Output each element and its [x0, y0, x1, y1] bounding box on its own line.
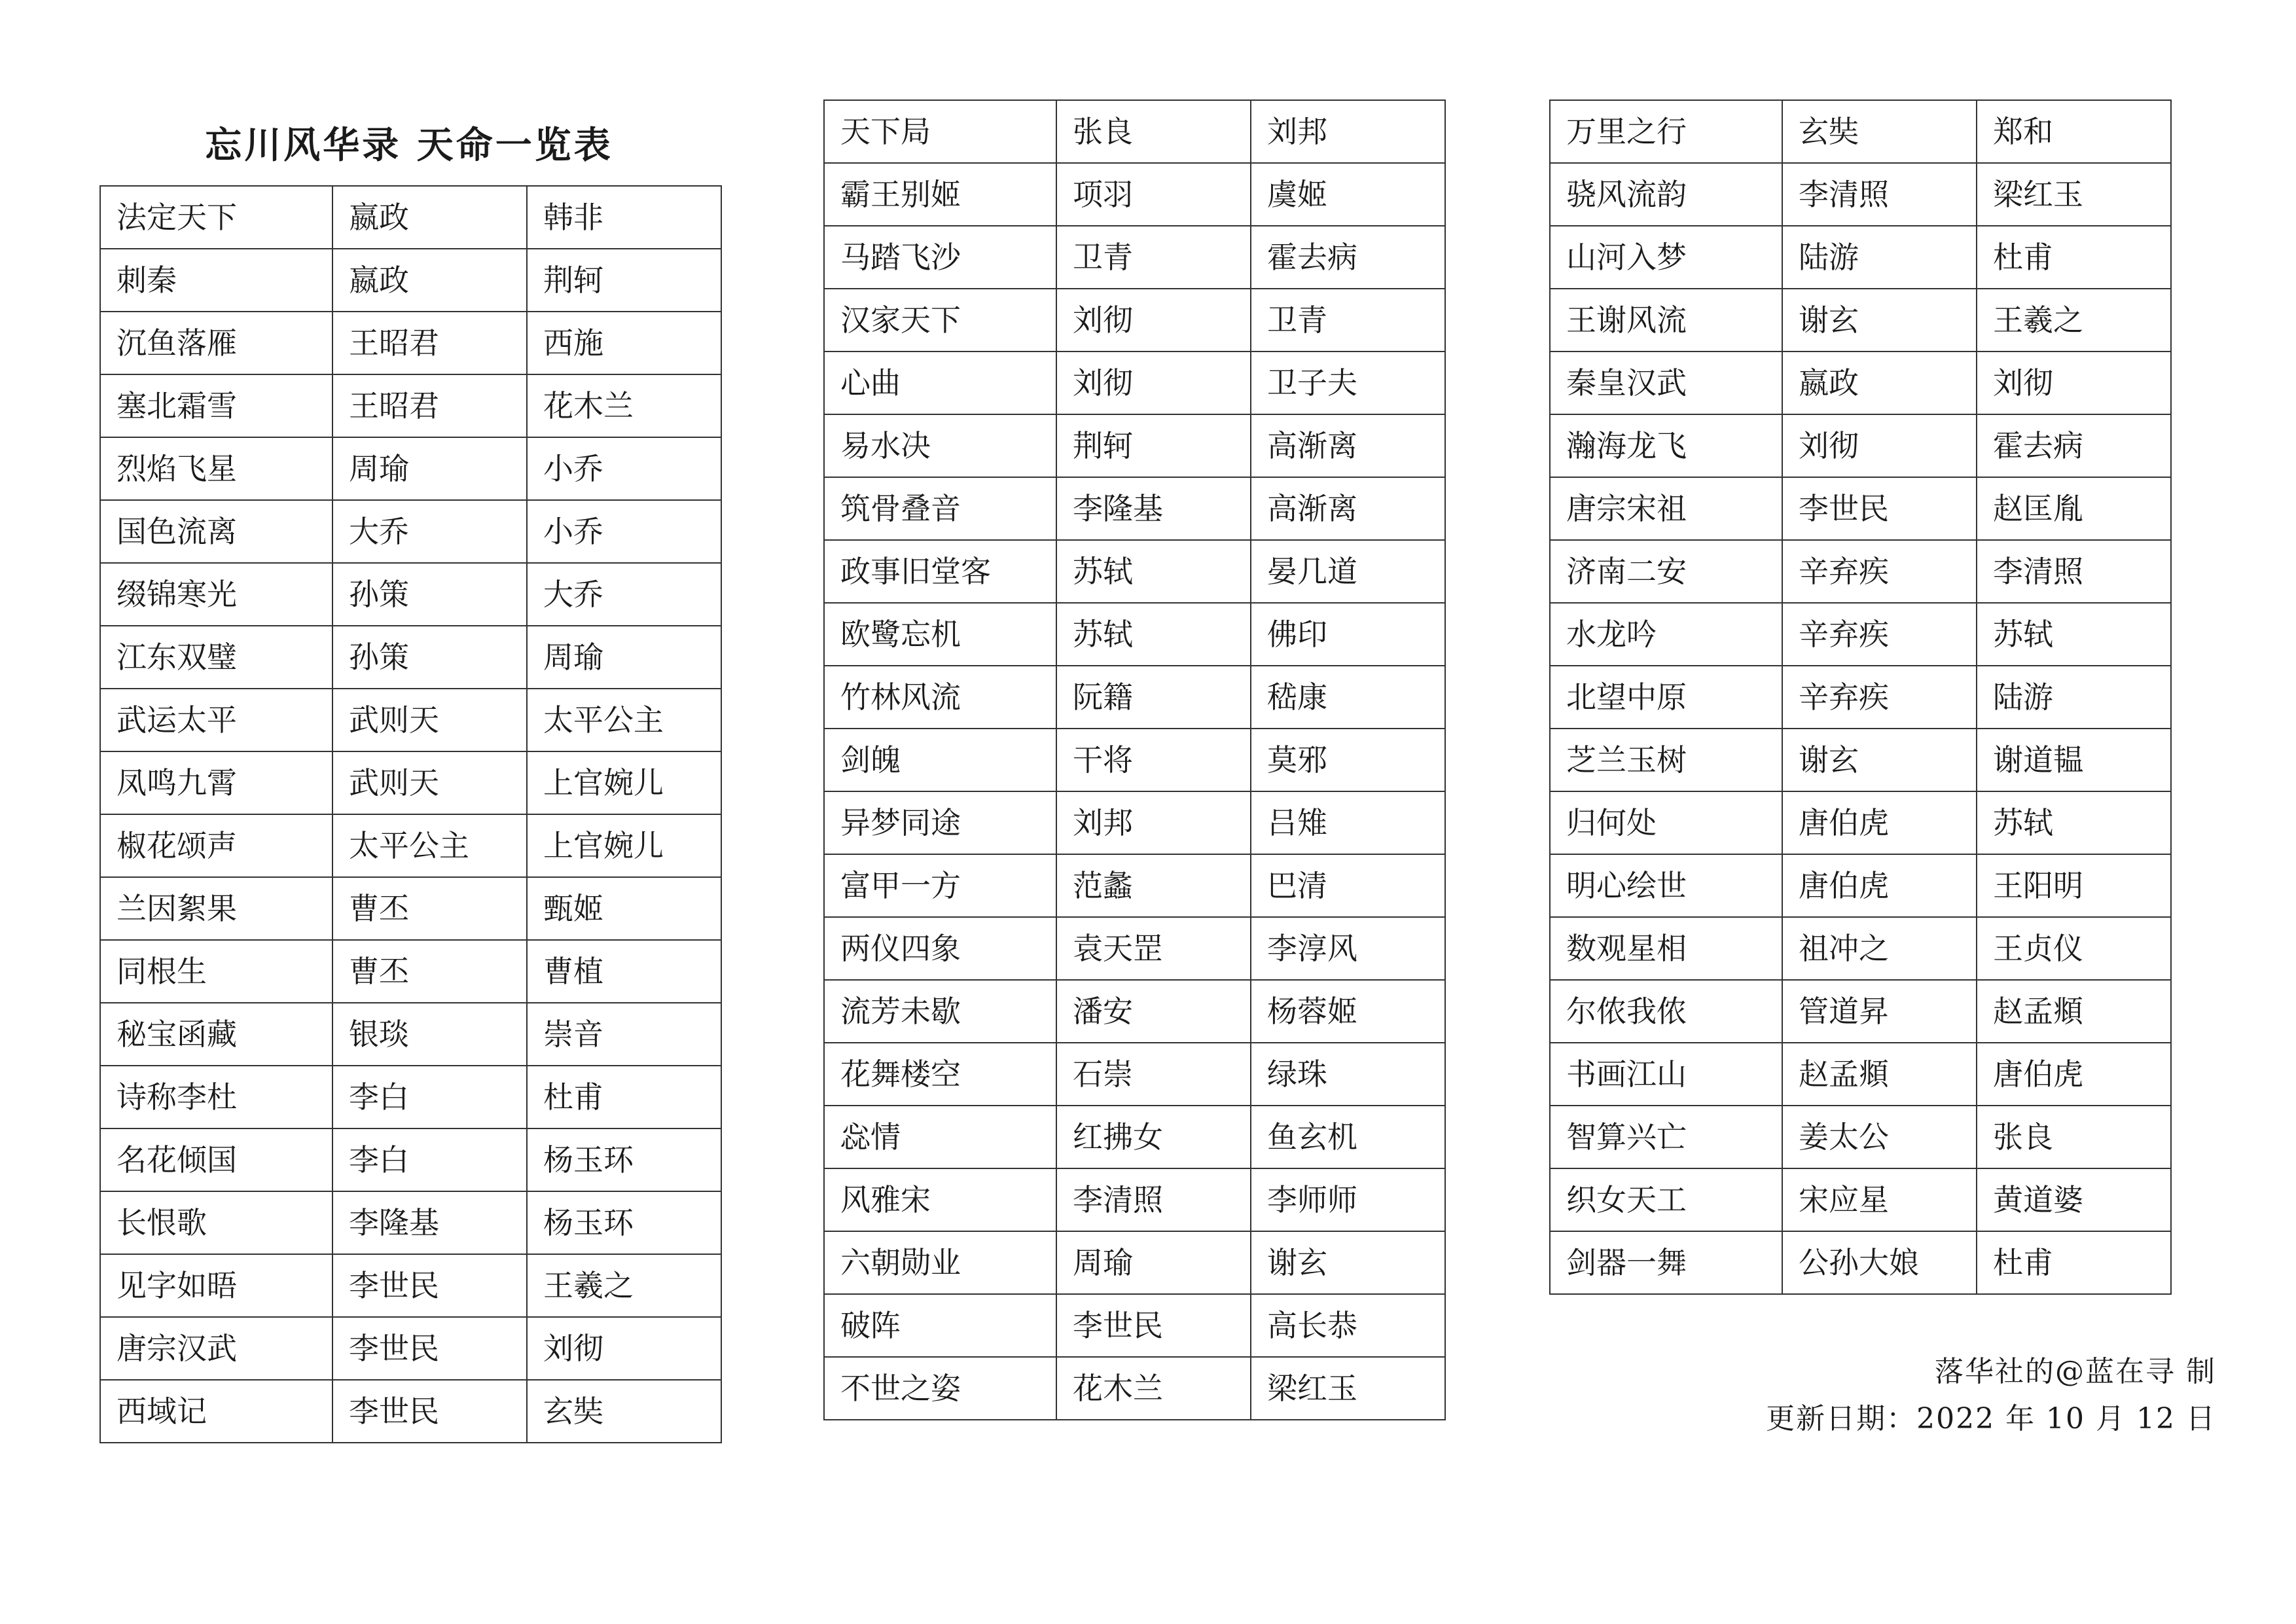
character-b-cell: 太平公主 — [527, 689, 721, 751]
table-row — [100, 814, 721, 877]
character-b-cell: 唐伯虎 — [1977, 1043, 2171, 1106]
character-a-cell: 李白 — [332, 1066, 527, 1128]
fate-name-cell: 王谢风流 — [1550, 289, 1782, 352]
credit-updated: 更新日期：2022 年 10 月 12 日 — [1766, 1402, 2216, 1435]
character-a-cell: 范蠡 — [1056, 854, 1251, 917]
character-a-cell: 苏轼 — [1056, 603, 1251, 666]
character-a-cell: 银琰 — [332, 1003, 527, 1066]
fate-name-cell: 同根生 — [100, 940, 332, 1003]
fate-name-cell: 唐宗宋祖 — [1550, 477, 1782, 540]
character-b-cell: 李清照 — [1977, 540, 2171, 603]
character-a-cell: 刘彻 — [1056, 289, 1251, 352]
fate-name-cell: 刺秦 — [100, 249, 332, 312]
page-title: 忘川风华录 天命一览表 — [205, 124, 613, 167]
fate-name-cell: 名花倾国 — [100, 1128, 332, 1191]
character-b-cell: 赵匡胤 — [1977, 477, 2171, 540]
fate-name-cell: 不世之姿 — [824, 1357, 1056, 1420]
table-row — [1550, 100, 2171, 163]
character-b-cell: 杜甫 — [1977, 1231, 2171, 1294]
character-a-cell: 谢玄 — [1782, 729, 1977, 791]
fate-name-cell: 破阵 — [824, 1294, 1056, 1357]
character-b-cell: 小乔 — [527, 500, 721, 563]
fate-table-body — [100, 186, 721, 1443]
character-a-cell: 武则天 — [332, 689, 527, 751]
character-b-cell: 郑和 — [1977, 100, 2171, 163]
fate-name-cell: 织女天工 — [1550, 1168, 1782, 1231]
table-row — [824, 1294, 1445, 1357]
character-a-cell: 大乔 — [332, 500, 527, 563]
fate-table-body — [824, 100, 1445, 1420]
table-row — [824, 226, 1445, 289]
fate-name-cell: 沉鱼落雁 — [100, 312, 332, 374]
character-b-cell: 上官婉儿 — [527, 751, 721, 814]
character-b-cell: 嵇康 — [1251, 666, 1445, 729]
table-row — [824, 603, 1445, 666]
character-b-cell: 甄姬 — [527, 877, 721, 940]
fate-name-cell: 法定天下 — [100, 186, 332, 249]
fate-name-cell: 归何处 — [1550, 791, 1782, 854]
character-a-cell: 宋应星 — [1782, 1168, 1977, 1231]
character-a-cell: 红拂女 — [1056, 1106, 1251, 1168]
table-row — [824, 1231, 1445, 1294]
fate-name-cell: 秦皇汉武 — [1550, 352, 1782, 414]
fate-name-cell: 尔侬我侬 — [1550, 980, 1782, 1043]
character-a-cell: 公孙大娘 — [1782, 1231, 1977, 1294]
character-b-cell: 杜甫 — [527, 1066, 721, 1128]
character-a-cell: 武则天 — [332, 751, 527, 814]
character-a-cell: 卫青 — [1056, 226, 1251, 289]
fate-name-cell: 江东双璧 — [100, 626, 332, 689]
character-a-cell: 花木兰 — [1056, 1357, 1251, 1420]
fate-name-cell: 欧鹭忘机 — [824, 603, 1056, 666]
credit-author: 落华社的@蓝在寻 制 — [1935, 1355, 2216, 1388]
fate-name-cell: 芝兰玉树 — [1550, 729, 1782, 791]
character-a-cell: 李世民 — [332, 1254, 527, 1317]
fate-name-cell: 政事旧堂客 — [824, 540, 1056, 603]
fate-name-cell: 易水决 — [824, 414, 1056, 477]
character-b-cell: 李淳风 — [1251, 917, 1445, 980]
character-b-cell: 莫邪 — [1251, 729, 1445, 791]
table-row — [100, 1066, 721, 1128]
character-b-cell: 大乔 — [527, 563, 721, 626]
character-a-cell: 阮籍 — [1056, 666, 1251, 729]
table-row — [100, 249, 721, 312]
table-row — [100, 877, 721, 940]
character-b-cell: 卫青 — [1251, 289, 1445, 352]
table-row — [824, 163, 1445, 226]
character-b-cell: 晏几道 — [1251, 540, 1445, 603]
character-a-cell: 石崇 — [1056, 1043, 1251, 1106]
character-a-cell: 周瑜 — [332, 437, 527, 500]
character-a-cell: 赵孟頫 — [1782, 1043, 1977, 1106]
fate-name-cell: 诗称李杜 — [100, 1066, 332, 1128]
fate-name-cell: 智算兴亡 — [1550, 1106, 1782, 1168]
character-b-cell: 巴清 — [1251, 854, 1445, 917]
table-row — [100, 374, 721, 437]
character-b-cell: 梁红玉 — [1251, 1357, 1445, 1420]
character-b-cell: 黄道婆 — [1977, 1168, 2171, 1231]
character-b-cell: 卫子夫 — [1251, 352, 1445, 414]
fate-name-cell: 竹林风流 — [824, 666, 1056, 729]
fate-name-cell: 万里之行 — [1550, 100, 1782, 163]
fate-table-body — [1550, 100, 2171, 1294]
table-row — [824, 917, 1445, 980]
fate-name-cell: 天下局 — [824, 100, 1056, 163]
fate-name-cell: 惢情 — [824, 1106, 1056, 1168]
character-b-cell: 上官婉儿 — [527, 814, 721, 877]
table-row — [824, 1357, 1445, 1420]
table-row — [1550, 352, 2171, 414]
fate-name-cell: 霸王别姬 — [824, 163, 1056, 226]
character-a-cell: 李世民 — [332, 1317, 527, 1380]
table-row — [1550, 980, 2171, 1043]
character-b-cell: 霍去病 — [1251, 226, 1445, 289]
character-b-cell: 刘彻 — [1977, 352, 2171, 414]
table-row — [100, 1380, 721, 1443]
fate-name-cell: 武运太平 — [100, 689, 332, 751]
character-a-cell: 干将 — [1056, 729, 1251, 791]
character-b-cell: 虞姬 — [1251, 163, 1445, 226]
character-a-cell: 姜太公 — [1782, 1106, 1977, 1168]
character-b-cell: 王阳明 — [1977, 854, 2171, 917]
table-row — [100, 1128, 721, 1191]
character-b-cell: 韩非 — [527, 186, 721, 249]
fate-name-cell: 见字如晤 — [100, 1254, 332, 1317]
table-row — [1550, 791, 2171, 854]
fate-name-cell: 异梦同途 — [824, 791, 1056, 854]
fate-name-cell: 西域记 — [100, 1380, 332, 1443]
table-row — [824, 666, 1445, 729]
fate-table-3 — [1549, 99, 2172, 1295]
character-b-cell: 鱼玄机 — [1251, 1106, 1445, 1168]
fate-name-cell: 六朝勋业 — [824, 1231, 1056, 1294]
fate-name-cell: 长恨歌 — [100, 1191, 332, 1254]
table-row — [100, 312, 721, 374]
character-b-cell: 周瑜 — [527, 626, 721, 689]
fate-name-cell: 缀锦寒光 — [100, 563, 332, 626]
character-a-cell: 荆轲 — [1056, 414, 1251, 477]
table-row — [100, 186, 721, 249]
table-row — [1550, 289, 2171, 352]
table-row — [824, 1043, 1445, 1106]
fate-name-cell: 椒花颂声 — [100, 814, 332, 877]
character-a-cell: 太平公主 — [332, 814, 527, 877]
fate-name-cell: 唐宗汉武 — [100, 1317, 332, 1380]
fate-name-cell: 书画江山 — [1550, 1043, 1782, 1106]
character-b-cell: 荆轲 — [527, 249, 721, 312]
table-row — [1550, 666, 2171, 729]
character-b-cell: 王羲之 — [527, 1254, 721, 1317]
character-a-cell: 李世民 — [1782, 477, 1977, 540]
character-a-cell: 王昭君 — [332, 374, 527, 437]
character-a-cell: 辛弃疾 — [1782, 666, 1977, 729]
fate-name-cell: 马踏飞沙 — [824, 226, 1056, 289]
table-row — [100, 1191, 721, 1254]
character-a-cell: 嬴政 — [332, 186, 527, 249]
fate-name-cell: 兰因絮果 — [100, 877, 332, 940]
character-a-cell: 潘安 — [1056, 980, 1251, 1043]
fate-name-cell: 塞北霜雪 — [100, 374, 332, 437]
character-b-cell: 花木兰 — [527, 374, 721, 437]
character-b-cell: 王贞仪 — [1977, 917, 2171, 980]
table-row — [1550, 1168, 2171, 1231]
character-a-cell: 祖冲之 — [1782, 917, 1977, 980]
character-b-cell: 谢玄 — [1251, 1231, 1445, 1294]
character-b-cell: 玄奘 — [527, 1380, 721, 1443]
character-b-cell: 苏轼 — [1977, 791, 2171, 854]
fate-name-cell: 筑骨叠音 — [824, 477, 1056, 540]
character-b-cell: 谢道韫 — [1977, 729, 2171, 791]
character-a-cell: 刘彻 — [1782, 414, 1977, 477]
fate-name-cell: 剑魄 — [824, 729, 1056, 791]
fate-table-1 — [99, 185, 722, 1443]
character-b-cell: 高渐离 — [1251, 414, 1445, 477]
table-row — [1550, 163, 2171, 226]
character-b-cell: 杨玉环 — [527, 1128, 721, 1191]
character-a-cell: 李清照 — [1782, 163, 1977, 226]
fate-name-cell: 北望中原 — [1550, 666, 1782, 729]
character-b-cell: 陆游 — [1977, 666, 2171, 729]
fate-name-cell: 数观星相 — [1550, 917, 1782, 980]
character-b-cell: 佛印 — [1251, 603, 1445, 666]
table-row — [100, 689, 721, 751]
character-a-cell: 唐伯虎 — [1782, 791, 1977, 854]
character-a-cell: 李白 — [332, 1128, 527, 1191]
table-row — [824, 100, 1445, 163]
character-a-cell: 辛弃疾 — [1782, 540, 1977, 603]
table-row — [100, 1003, 721, 1066]
character-a-cell: 曹丕 — [332, 940, 527, 1003]
table-row — [100, 563, 721, 626]
table-row — [1550, 854, 2171, 917]
fate-name-cell: 明心绘世 — [1550, 854, 1782, 917]
fate-name-cell: 瀚海龙飞 — [1550, 414, 1782, 477]
character-a-cell: 管道昇 — [1782, 980, 1977, 1043]
table-row — [100, 751, 721, 814]
table-row — [824, 1168, 1445, 1231]
character-a-cell: 谢玄 — [1782, 289, 1977, 352]
table-row — [100, 437, 721, 500]
table-row — [1550, 603, 2171, 666]
character-a-cell: 项羽 — [1056, 163, 1251, 226]
fate-name-cell: 花舞楼空 — [824, 1043, 1056, 1106]
table-row — [824, 289, 1445, 352]
fate-name-cell: 秘宝函藏 — [100, 1003, 332, 1066]
character-a-cell: 孙策 — [332, 563, 527, 626]
character-b-cell: 梁红玉 — [1977, 163, 2171, 226]
fate-table-2 — [823, 99, 1446, 1420]
character-b-cell: 刘邦 — [1251, 100, 1445, 163]
character-b-cell: 李师师 — [1251, 1168, 1445, 1231]
fate-name-cell: 水龙吟 — [1550, 603, 1782, 666]
character-a-cell: 陆游 — [1782, 226, 1977, 289]
character-a-cell: 李清照 — [1056, 1168, 1251, 1231]
table-row — [1550, 917, 2171, 980]
table-row — [100, 1254, 721, 1317]
fate-name-cell: 汉家天下 — [824, 289, 1056, 352]
fate-name-cell: 剑器一舞 — [1550, 1231, 1782, 1294]
table-row — [1550, 226, 2171, 289]
table-row — [1550, 1106, 2171, 1168]
table-row — [824, 414, 1445, 477]
character-b-cell: 赵孟頫 — [1977, 980, 2171, 1043]
fate-name-cell: 山河入梦 — [1550, 226, 1782, 289]
character-b-cell: 绿珠 — [1251, 1043, 1445, 1106]
table-row — [824, 791, 1445, 854]
character-b-cell: 西施 — [527, 312, 721, 374]
table-row — [1550, 1231, 2171, 1294]
character-a-cell: 唐伯虎 — [1782, 854, 1977, 917]
character-b-cell: 曹植 — [527, 940, 721, 1003]
table-row — [1550, 414, 2171, 477]
fate-name-cell: 凤鸣九霄 — [100, 751, 332, 814]
character-b-cell: 霍去病 — [1977, 414, 2171, 477]
table-row — [824, 1106, 1445, 1168]
character-a-cell: 李隆基 — [332, 1191, 527, 1254]
table-row — [824, 854, 1445, 917]
character-a-cell: 李世民 — [332, 1380, 527, 1443]
fate-name-cell: 流芳未歇 — [824, 980, 1056, 1043]
table-row — [100, 1317, 721, 1380]
table-row — [824, 980, 1445, 1043]
credit-block — [1766, 1348, 2216, 1443]
character-a-cell: 辛弃疾 — [1782, 603, 1977, 666]
table-row — [1550, 729, 2171, 791]
fate-name-cell: 烈焰飞星 — [100, 437, 332, 500]
table-row — [1550, 540, 2171, 603]
character-b-cell: 崇音 — [527, 1003, 721, 1066]
character-a-cell: 李隆基 — [1056, 477, 1251, 540]
fate-name-cell: 骁风流韵 — [1550, 163, 1782, 226]
character-b-cell: 小乔 — [527, 437, 721, 500]
character-a-cell: 王昭君 — [332, 312, 527, 374]
table-row — [824, 729, 1445, 791]
character-a-cell: 周瑜 — [1056, 1231, 1251, 1294]
fate-name-cell: 心曲 — [824, 352, 1056, 414]
table-row — [1550, 477, 2171, 540]
character-b-cell: 张良 — [1977, 1106, 2171, 1168]
fate-name-cell: 济南二安 — [1550, 540, 1782, 603]
fate-name-cell: 风雅宋 — [824, 1168, 1056, 1231]
character-b-cell: 杨蓉姬 — [1251, 980, 1445, 1043]
table-row — [824, 352, 1445, 414]
table-row — [100, 626, 721, 689]
character-a-cell: 袁天罡 — [1056, 917, 1251, 980]
character-b-cell: 吕雉 — [1251, 791, 1445, 854]
fate-name-cell: 富甲一方 — [824, 854, 1056, 917]
character-b-cell: 王羲之 — [1977, 289, 2171, 352]
character-a-cell: 苏轼 — [1056, 540, 1251, 603]
character-a-cell: 嬴政 — [1782, 352, 1977, 414]
table-row — [1550, 1043, 2171, 1106]
character-a-cell: 刘邦 — [1056, 791, 1251, 854]
table-row — [824, 540, 1445, 603]
character-b-cell: 苏轼 — [1977, 603, 2171, 666]
character-a-cell: 玄奘 — [1782, 100, 1977, 163]
character-b-cell: 高长恭 — [1251, 1294, 1445, 1357]
character-a-cell: 孙策 — [332, 626, 527, 689]
fate-name-cell: 两仪四象 — [824, 917, 1056, 980]
table-row — [100, 500, 721, 563]
character-b-cell: 高渐离 — [1251, 477, 1445, 540]
character-b-cell: 刘彻 — [527, 1317, 721, 1380]
table-row — [824, 477, 1445, 540]
character-a-cell: 嬴政 — [332, 249, 527, 312]
fate-name-cell: 国色流离 — [100, 500, 332, 563]
table-row — [100, 940, 721, 1003]
character-b-cell: 杜甫 — [1977, 226, 2171, 289]
character-b-cell: 杨玉环 — [527, 1191, 721, 1254]
character-a-cell: 张良 — [1056, 100, 1251, 163]
character-a-cell: 曹丕 — [332, 877, 527, 940]
character-a-cell: 刘彻 — [1056, 352, 1251, 414]
character-a-cell: 李世民 — [1056, 1294, 1251, 1357]
